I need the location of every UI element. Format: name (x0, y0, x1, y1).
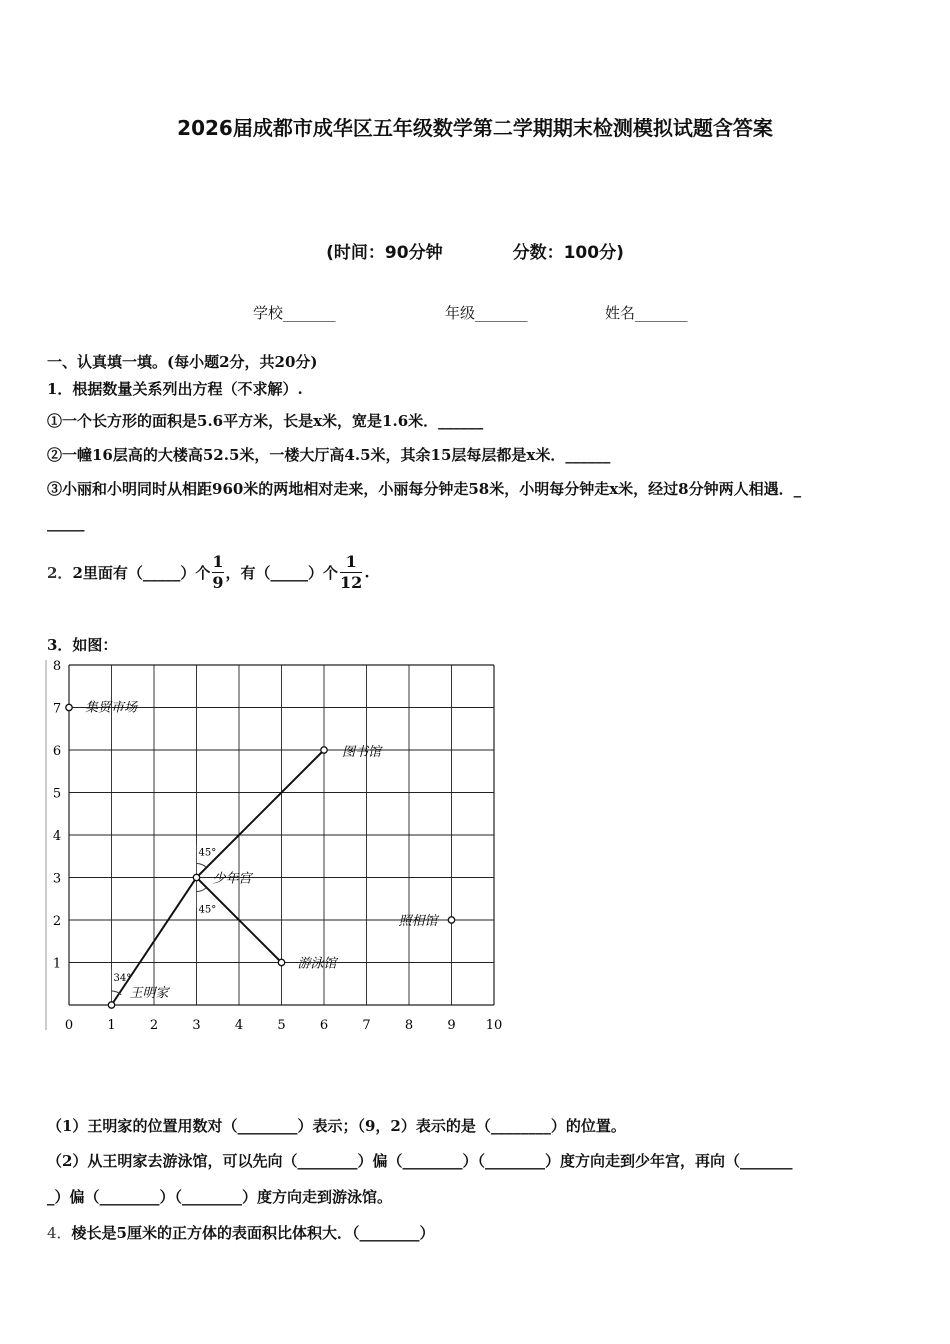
q2-text-c: . (364, 563, 370, 582)
q3-sub1: （1）王明家的位置用数对（________）表示；（9，2）表示的是（________）的位置。 (47, 1117, 626, 1135)
y-tick-label: 4 (52, 829, 62, 844)
angle-label: 45° (198, 847, 217, 859)
location-point (193, 874, 199, 880)
y-tick-label: 8 (52, 659, 62, 674)
exam-time: (时间：90分钟 (326, 243, 443, 263)
y-tick-label: 1 (52, 956, 62, 972)
y-tick-label: 5 (52, 786, 62, 802)
angle-label: 45° (198, 904, 217, 916)
x-tick-label: 0 (64, 1018, 74, 1033)
fraction-one-twelfth (340, 552, 362, 593)
location-label: 集贸市场 (85, 700, 138, 716)
angle-arc (197, 863, 207, 867)
section-heading: 一、认真填一填。(每小题2分，共20分) (47, 353, 318, 371)
x-tick-label: 8 (404, 1018, 414, 1033)
q2-number: 2． (47, 564, 73, 582)
x-tick-label: 6 (319, 1018, 329, 1033)
q1-part3-continued: _____ (47, 514, 85, 532)
location-label: 照相馆 (398, 914, 438, 929)
q3-stem: 3．如图： (47, 636, 118, 654)
fraction-denominator: 12 (340, 573, 363, 592)
location-point (448, 917, 454, 923)
fraction-numerator: 1 (345, 552, 357, 571)
fraction-one-ninth (212, 552, 223, 593)
x-tick-label: 10 (485, 1018, 503, 1033)
q2-text-a: 2里面有（_____）个 (72, 564, 211, 582)
q2 (47, 552, 370, 593)
school-field[interactable]: 学校_______ (253, 304, 336, 322)
q1-part1: ①一个长方形的面积是5.6平方米，长是x米，宽是1.6米．______ (47, 412, 484, 430)
coordinate-grid-chart (40, 655, 520, 1045)
x-tick-label: 2 (149, 1018, 159, 1033)
q2-text-b: ，有（_____）个 (225, 564, 339, 582)
fraction-numerator: 1 (212, 552, 224, 571)
x-tick-label: 7 (362, 1018, 371, 1033)
grade-field[interactable]: 年级_______ (445, 304, 528, 322)
y-tick-label: 3 (52, 871, 62, 887)
x-tick-label: 4 (234, 1018, 244, 1033)
x-tick-label: 5 (277, 1018, 286, 1033)
angle-label: 34° (113, 973, 132, 984)
q3-sub2: （2）从王明家去游泳馆，可以先向（________）偏（________）（________）度方向走到少年宫，再向（_______ (47, 1152, 793, 1170)
y-tick-label: 7 (52, 701, 62, 717)
q1-stem: 1．根据数量关系列出方程（不求解）. (47, 380, 303, 398)
q4 (47, 1222, 435, 1243)
x-tick-label: 9 (447, 1018, 456, 1033)
name-field[interactable]: 姓名_______ (605, 304, 688, 322)
q3-sub2-continued: _）偏（________）（________）度方向走到游泳馆。 (47, 1188, 393, 1206)
y-tick-label: 2 (52, 914, 62, 929)
x-tick-label: 1 (107, 1018, 116, 1033)
y-tick-label: 6 (52, 744, 62, 759)
page-title: 2026届成都市成华区五年级数学第二学期期末检测模拟试题含答案 (177, 116, 773, 140)
location-point (321, 747, 327, 753)
exam-meta (0, 238, 950, 263)
location-label: 王明家 (129, 986, 169, 1001)
x-tick-label: 3 (192, 1018, 201, 1033)
location-label: 游泳馆 (297, 956, 337, 972)
exam-score: 分数：100分) (512, 243, 624, 263)
fraction-denominator: 9 (212, 573, 224, 592)
location-point (278, 959, 284, 965)
location-label: 图书馆 (342, 745, 382, 760)
location-point (66, 704, 72, 710)
angle-arc (197, 888, 207, 892)
q4-text: 棱长是5厘米的正方体的表面积比体积大．（________） (71, 1224, 435, 1242)
q4-number: 4． (47, 1224, 72, 1242)
q1-part2: ②一幢16层高的大楼高52.5米，一楼大厅高4.5米，其余15层每层都是x米．______ (47, 446, 611, 464)
q1-part3: ③小丽和小明同时从相距960米的两地相对走来，小丽每分钟走58米，小明每分钟走x米，经过8分钟两人相遇．_ (47, 480, 802, 498)
location-point (108, 1002, 114, 1008)
location-label: 少年宫 (212, 871, 252, 887)
